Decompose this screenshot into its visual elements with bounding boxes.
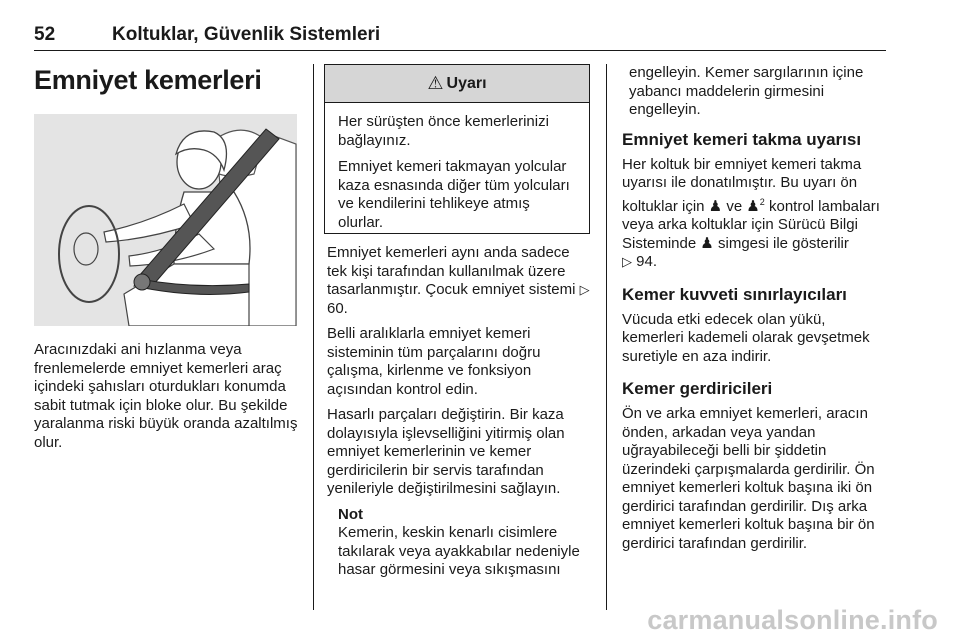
column-1 <box>34 64 300 96</box>
column-divider <box>313 64 314 610</box>
paragraph-text: kontrol lambaları veya arka koltuklar için Sürücü Bilgi Sisteminde <box>622 197 880 252</box>
warning-paragraph: Her sürüşten önce kemerlerinizi bağlayınız. <box>338 113 549 149</box>
paragraph: Belli aralıklarla emniyet kemeri sisteminin tüm parçalarını doğru çalışma, kirlenme ve fonksiyon açısından kontrol edin. <box>327 325 541 398</box>
paragraph <box>327 244 593 318</box>
page-header <box>34 22 886 51</box>
warning-heading: Uyarı <box>446 74 487 92</box>
warning-body <box>325 103 589 232</box>
column-divider <box>606 64 607 610</box>
section-heading: Kemer gerdiricileri <box>622 379 773 398</box>
paragraph-text: Her koltuk bir emniyet kemeri takma uyarısı ile donatılmıştır. Bu uyarı ön koltuklar için <box>622 155 862 215</box>
note-label: Not <box>338 505 363 523</box>
intro-paragraph: Aracınızdaki ani hızlanma veya frenlemelerde emniyet kemerleri araç içindeki şahısları oturdukları konumda sabit tutmak için bloke olur. Bu şekilde yaralanma riski büyük oranda azaltılmış olur. <box>34 341 298 451</box>
paragraph-text: simgesi ile gösterilir <box>718 234 849 252</box>
seatbelt-icon: ♟ <box>708 197 723 215</box>
seatbelt-icon: ♟$^2$ <box>746 196 765 215</box>
page-reference-arrow-icon: ▷ <box>579 282 590 297</box>
section-title: Koltuklar, Güvenlik Sistemleri <box>112 24 381 45</box>
watermark: carmanualsonline.info <box>647 605 938 635</box>
seatbelt-illustration <box>34 114 297 326</box>
column-1-body <box>34 341 300 459</box>
column-3 <box>622 64 888 560</box>
warning-triangle-icon: ⚠ <box>427 73 444 93</box>
paragraph-text: ve <box>726 197 743 215</box>
page-reference[interactable]: 60. <box>327 299 348 317</box>
section-heading: Emniyet kemeri takma uyarısı <box>622 129 862 149</box>
paragraph: Hasarlı parçaları değiştirin. Bir kaza dolayısıyla işlevselliğini yitirmiş olan emniyet kemerlerinin ve kemer gerdiricilerin bir servis tarafından yenileriyle değiştirilmesini sağlayın. <box>327 406 565 497</box>
paragraph <box>622 156 888 272</box>
seatbelt-superscript: 2 <box>759 196 765 207</box>
page-reference[interactable]: 94. <box>636 253 658 270</box>
seatbelt-icon: ♟ <box>700 234 714 252</box>
column-2 <box>327 244 593 580</box>
note-continuation: engelleyin. Kemer sargılarının içine yabancı maddelerin girmesini engelleyin. <box>629 64 864 118</box>
note-text: Kemerin, keskin kenarlı cisimlere takılarak veya ayakkabılar nedeniyle hasar görmesini veya sıkışmasını <box>338 524 580 578</box>
paragraph: Vücuda etki edecek olan yükü, kemerleri kademeli olarak gevşetmek suretiyle en aza indirir. <box>622 310 870 365</box>
page-number: 52 <box>34 24 56 45</box>
seatbelt-driver-icon <box>34 114 297 326</box>
section-heading: Kemer kuvveti sınırlayıcıları <box>622 284 847 304</box>
note <box>327 506 593 580</box>
page-reference-arrow-icon: ▷ <box>622 254 632 269</box>
warning-box <box>324 64 590 234</box>
paragraph-text: Emniyet kemerleri aynı anda sadece tek kişi tarafından kullanılmak üzere tasarlanmıştır. Çocuk emniyet sistemi <box>327 244 576 298</box>
warning-header <box>325 65 589 103</box>
page-title: Emniyet kemerleri <box>34 65 262 95</box>
warning-paragraph: Emniyet kemeri takmayan yolcular kaza esnasında diğer tüm yolcuları ve kendilerini tehlikeye atmış olurlar. <box>338 158 570 231</box>
paragraph: Ön ve arka emniyet kemerleri, aracın önden, arkadan veya yandan uğrayabileceği belli bir şiddetin üzerindeki çarpışmalarda gerdirilir. Ön emniyet kemerleri koltuk başına iki ön gerdirici tarafından gerdirilir. Dış arka emniyet kemerleri koltuk başına bir ön gerdirici tarafından gerdirilir. <box>622 405 875 552</box>
